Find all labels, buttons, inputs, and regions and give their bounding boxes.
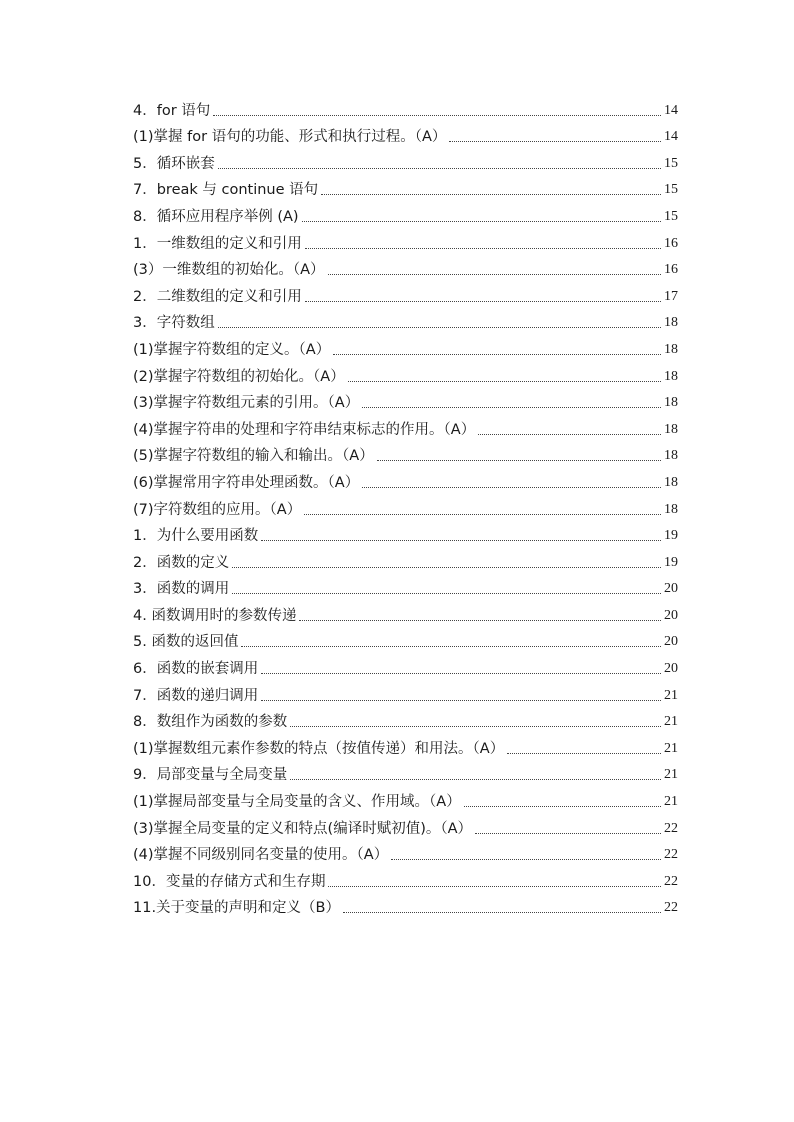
toc-entry-page-number: 21 (664, 740, 678, 756)
toc-entry-title: 3．字符数组 (133, 315, 215, 332)
toc-dot-leader (377, 460, 661, 461)
toc-entry-title: (2)掌握字符数组的初始化。（A） (133, 368, 345, 385)
toc-entry-page-number: 16 (664, 262, 678, 278)
toc-entry[interactable] (133, 466, 678, 493)
toc-entry[interactable] (133, 121, 678, 148)
toc-entry-page-number: 15 (664, 155, 678, 171)
toc-entry-title: 7．break 与 continue 语句 (133, 182, 319, 199)
toc-dot-leader (362, 487, 661, 488)
toc-entry-title: 1．一维数组的定义和引用 (133, 235, 302, 252)
toc-entry[interactable] (133, 280, 678, 307)
toc-entry[interactable] (133, 254, 678, 281)
toc-entry-page-number: 20 (664, 607, 678, 623)
toc-entry-title: (7)字符数组的应用。（A） (133, 501, 302, 518)
toc-entry-title: 5．循环嵌套 (133, 155, 215, 172)
toc-entry-title: (1)掌握数组元素作参数的特点（按值传递）和用法。（A） (133, 740, 505, 757)
toc-entry-title: 5. 函数的返回值 (133, 634, 239, 651)
toc-entry[interactable] (133, 307, 678, 334)
toc-entry-title: (3）一维数组的初始化。（A） (133, 262, 325, 279)
toc-entry-title: 8．循环应用程序举例 (A) (133, 208, 299, 225)
toc-entry[interactable] (133, 94, 678, 121)
toc-entry-title: 2．二维数组的定义和引用 (133, 288, 302, 305)
toc-dot-leader (464, 806, 661, 807)
toc-entry-page-number: 18 (664, 421, 678, 437)
toc-entry[interactable] (133, 679, 678, 706)
toc-entry-page-number: 21 (664, 767, 678, 783)
toc-dot-leader (348, 381, 661, 382)
toc-entry[interactable] (133, 440, 678, 467)
toc-entry-page-number: 18 (664, 341, 678, 357)
toc-entry-page-number: 20 (664, 661, 678, 677)
toc-entry[interactable] (133, 812, 678, 839)
toc-entry-title: 10．变量的存储方式和生存期 (133, 873, 326, 890)
toc-entry-title: (3)掌握字符数组元素的引用。（A） (133, 395, 360, 412)
toc-entry[interactable] (133, 546, 678, 573)
toc-entry-title: (4)掌握不同级别同名变量的使用。（A） (133, 847, 389, 864)
toc-dot-leader (302, 221, 661, 222)
toc-entry[interactable] (133, 227, 678, 254)
toc-entry[interactable] (133, 652, 678, 679)
toc-entry-page-number: 22 (664, 873, 678, 889)
toc-dot-leader (507, 753, 661, 754)
toc-entry[interactable] (133, 892, 678, 919)
toc-entry-title: (5)掌握字符数组的输入和输出。（A） (133, 448, 374, 465)
toc-dot-leader (328, 886, 661, 887)
toc-dot-leader (290, 726, 661, 727)
toc-entry[interactable] (133, 865, 678, 892)
toc-dot-leader (305, 301, 661, 302)
toc-entry-page-number: 20 (664, 581, 678, 597)
toc-entry-page-number: 21 (664, 714, 678, 730)
toc-entry-title: 11.关于变量的声明和定义（B） (133, 900, 341, 917)
toc-dot-leader (475, 833, 661, 834)
toc-dot-leader (232, 593, 661, 594)
toc-entry-title: 7．函数的递归调用 (133, 687, 259, 704)
toc-entry-page-number: 22 (664, 847, 678, 863)
toc-dot-leader (478, 434, 661, 435)
toc-entry[interactable] (133, 333, 678, 360)
toc-dot-leader (333, 354, 661, 355)
toc-dot-leader (232, 567, 661, 568)
toc-entry[interactable] (133, 732, 678, 759)
table-of-contents (133, 94, 678, 918)
toc-entry-title: 9．局部变量与全局变量 (133, 767, 288, 784)
toc-entry-page-number: 18 (664, 395, 678, 411)
toc-entry[interactable] (133, 360, 678, 387)
toc-entry[interactable] (133, 839, 678, 866)
toc-entry-page-number: 18 (664, 368, 678, 384)
toc-entry[interactable] (133, 387, 678, 414)
toc-entry-page-number: 14 (664, 129, 678, 145)
toc-entry-page-number: 18 (664, 315, 678, 331)
toc-entry[interactable] (133, 626, 678, 653)
toc-entry-page-number: 14 (664, 102, 678, 118)
toc-entry-page-number: 21 (664, 794, 678, 810)
toc-entry[interactable] (133, 493, 678, 520)
toc-dot-leader (299, 620, 661, 621)
toc-dot-leader (290, 779, 661, 780)
toc-entry-page-number: 18 (664, 501, 678, 517)
toc-dot-leader (261, 700, 661, 701)
toc-entry-page-number: 18 (664, 474, 678, 490)
toc-entry-title: 1．为什么要用函数 (133, 528, 259, 545)
toc-entry-title: 6．函数的嵌套调用 (133, 661, 259, 678)
toc-dot-leader (328, 274, 661, 275)
toc-entry-page-number: 15 (664, 182, 678, 198)
toc-dot-leader (218, 168, 661, 169)
toc-entry-title: (1)掌握 for 语句的功能、形式和执行过程。（A） (133, 129, 447, 146)
toc-entry[interactable] (133, 706, 678, 733)
toc-dot-leader (261, 540, 661, 541)
toc-dot-leader (305, 248, 661, 249)
toc-dot-leader (343, 912, 661, 913)
toc-dot-leader (304, 514, 661, 515)
toc-entry-page-number: 21 (664, 687, 678, 703)
toc-entry[interactable] (133, 599, 678, 626)
toc-entry-title: 4. 函数调用时的参数传递 (133, 607, 297, 624)
toc-entry[interactable] (133, 174, 678, 201)
toc-entry[interactable] (133, 520, 678, 547)
toc-dot-leader (321, 194, 661, 195)
toc-dot-leader (213, 115, 661, 116)
toc-entry[interactable] (133, 147, 678, 174)
toc-entry-page-number: 22 (664, 820, 678, 836)
toc-entry[interactable] (133, 200, 678, 227)
toc-entry-page-number: 22 (664, 900, 678, 916)
toc-dot-leader (449, 141, 661, 142)
toc-entry-page-number: 17 (664, 288, 678, 304)
toc-entry-page-number: 20 (664, 634, 678, 650)
toc-entry-page-number: 18 (664, 448, 678, 464)
toc-entry-page-number: 16 (664, 235, 678, 251)
toc-entry-title: (6)掌握常用字符串处理函数。（A） (133, 474, 360, 491)
toc-entry[interactable] (133, 413, 678, 440)
toc-dot-leader (261, 673, 661, 674)
toc-entry-title: 3．函数的调用 (133, 581, 230, 598)
toc-entry-title: (1)掌握局部变量与全局变量的含义、作用域。（A） (133, 794, 461, 811)
toc-entry[interactable] (133, 785, 678, 812)
toc-entry-title: 4．for 语句 (133, 102, 211, 119)
toc-entry-title: 8．数组作为函数的参数 (133, 714, 288, 731)
toc-entry-title: 2．函数的定义 (133, 554, 230, 571)
toc-entry-page-number: 19 (664, 528, 678, 544)
toc-entry-title: (3)掌握全局变量的定义和特点(编译时赋初值)。（A） (133, 820, 473, 837)
toc-dot-leader (218, 327, 661, 328)
toc-dot-leader (391, 859, 661, 860)
toc-dot-leader (241, 646, 661, 647)
toc-entry-title: (4)掌握字符串的处理和字符串结束标志的作用。（A） (133, 421, 476, 438)
toc-entry-page-number: 15 (664, 208, 678, 224)
toc-entry[interactable] (133, 759, 678, 786)
toc-entry-title: (1)掌握字符数组的定义。（A） (133, 341, 331, 358)
toc-entry[interactable] (133, 573, 678, 600)
toc-entry-page-number: 19 (664, 554, 678, 570)
toc-dot-leader (362, 407, 661, 408)
